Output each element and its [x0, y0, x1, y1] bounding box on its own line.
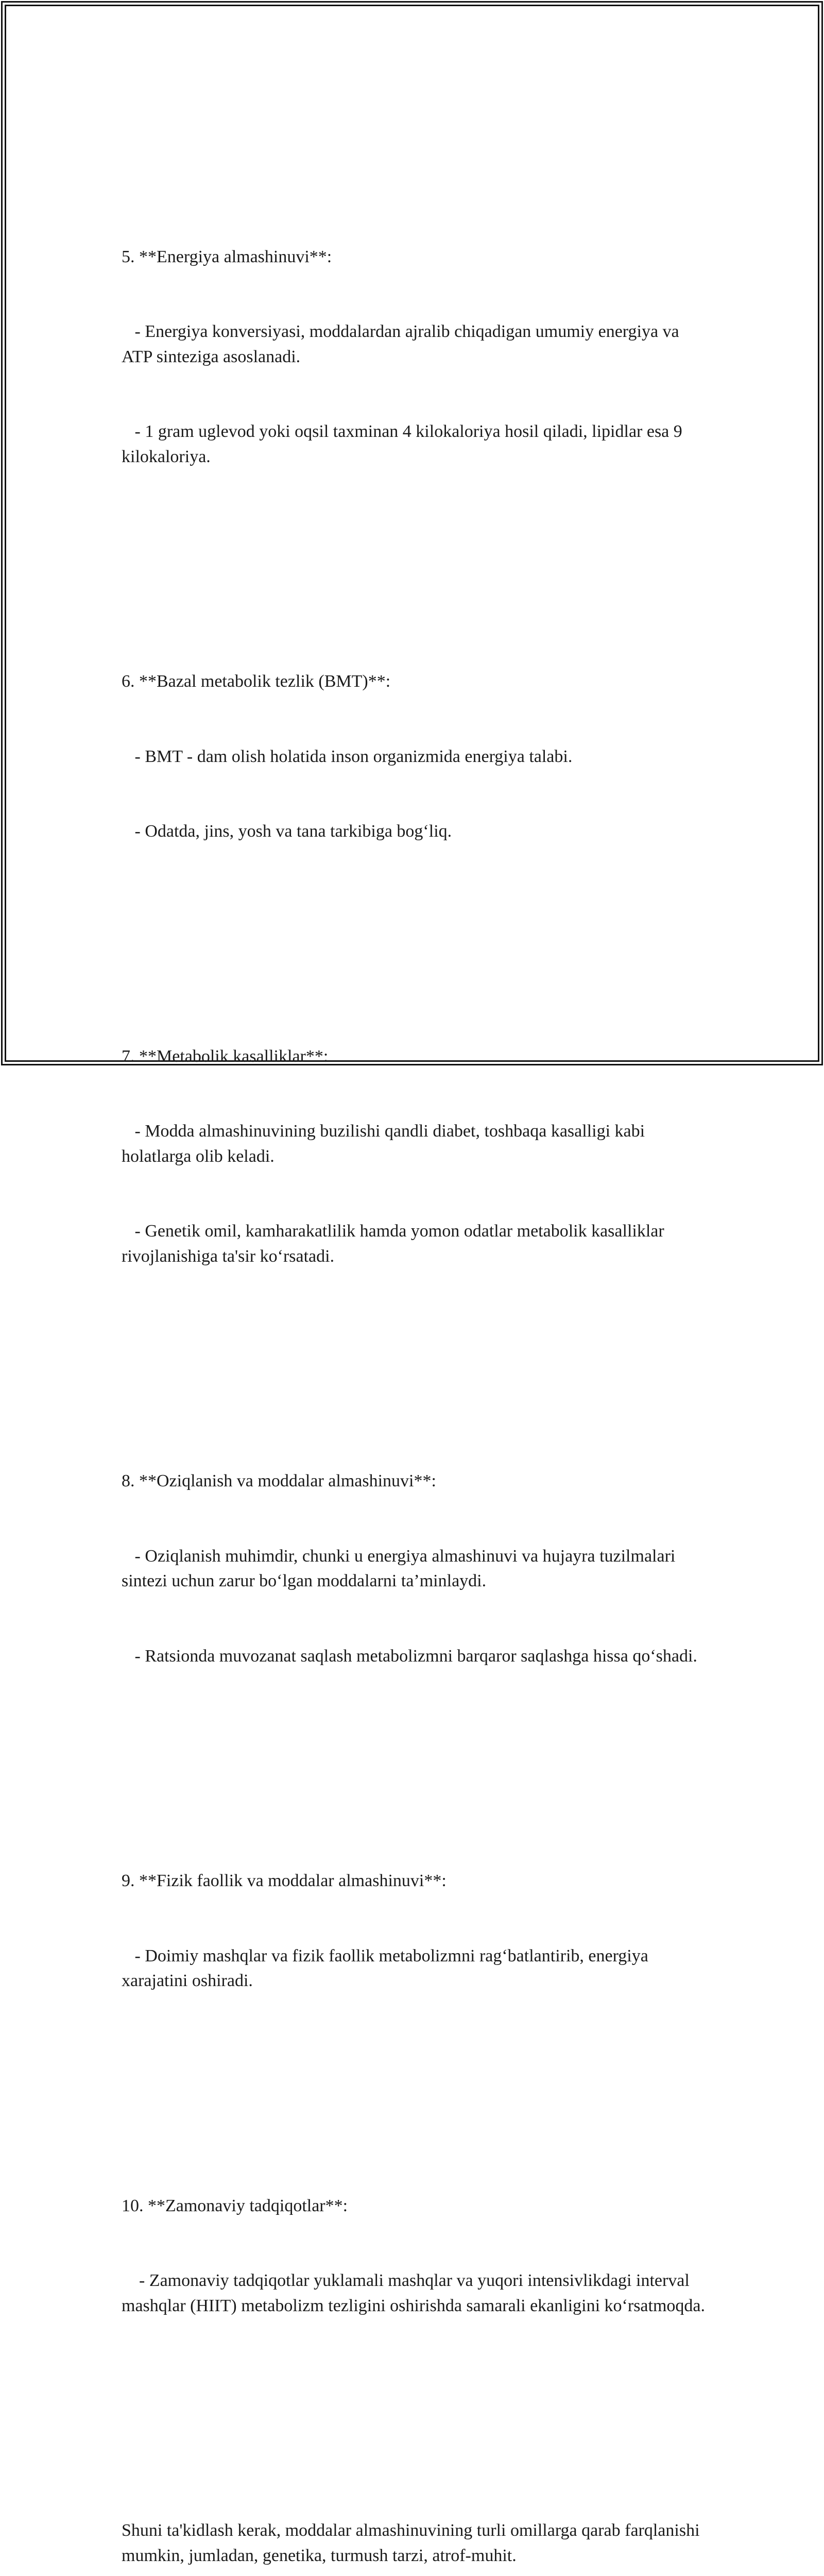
conclusion-paragraph [122, 2468, 709, 2576]
section-heading: 7. **Metabolik kasalliklar**: [122, 1046, 329, 1066]
section-bullet: - Modda almashinuvining buzilishi qandli diabet, toshbaqa kasalligi kabi holatlarga olib keladi. [122, 1122, 649, 1166]
section-heading: 8. **Oziqlanish va moddalar almashinuvi**: [122, 1471, 436, 1490]
section-energiya-almashinuvi [122, 195, 709, 520]
section-heading: 10. **Zamonaviy tadqiqotlar**: [122, 2196, 348, 2215]
section-bazal-metabolik-tezlik [122, 619, 709, 894]
section-bullet: - Odatda, jins, yosh va tana tarkibiga bog‘liq. [122, 822, 452, 841]
section-bullet: - Genetik omil, kamharakatlilik hamda yomon odatlar metabolik kasalliklar rivojlanishiga ta'sir ko‘rsatadi. [122, 1222, 669, 1266]
section-bullet: - Doimiy mashqlar va fizik faollik metabolizmni rag‘batlantirib, energiya xarajatini oshiradi. [122, 1946, 653, 1990]
section-bullet: - Energiya konversiyasi, moddalardan ajralib chiqadigan umumiy energiya va ATP sinteziga asoslanadi. [122, 322, 683, 366]
section-fizik-faollik [122, 1819, 709, 2044]
section-bullet: - 1 gram uglevod yoki oqsil taxminan 4 kilokaloriya hosil qiladi, lipidlar esa 9 kilokaloriya. [122, 422, 687, 466]
section-bullet: - Ratsionda muvozanat saqlash metabolizmni barqaror saqlashga hissa qo‘shadi. [122, 1646, 697, 1666]
section-heading: 6. **Bazal metabolik tezlik (BMT)**: [122, 672, 391, 691]
section-bullet: - Zamonaviy tadqiqotlar yuklamali mashqlar va yuqori intensivlikdagi interval mashqlar (HIIT) metabolizm tezligini oshirishda samarali ekanligini ko‘rsatmoqda. [122, 2271, 706, 2315]
document-body [122, 120, 709, 2576]
section-zamonaviy-tadqiqotlar [122, 2144, 709, 2369]
section-heading: 9. **Fizik faollik va moddalar almashinuvi**: [122, 1871, 447, 1890]
section-metabolik-kasalliklar [122, 994, 709, 1319]
section-bullet: - Oziqlanish muhimdir, chunki u energiya almashinuvi va hujayra tuzilmalari sintezi uchun zarur bo‘lgan moddalarni ta’minlaydi. [122, 1546, 680, 1590]
section-bullet: - BMT - dam olish holatida inson organizmida energiya talabi. [122, 747, 573, 766]
section-oziqlanish [122, 1419, 709, 1719]
conclusion-text: Shuni ta'kidlash kerak, moddalar almashinuvining turli omillarga qarab farqlanishi mumkin, jumladan, genetika, turmush tarzi, atrof-muhit. [122, 2521, 705, 2565]
section-heading: 5. **Energiya almashinuvi**: [122, 247, 332, 266]
